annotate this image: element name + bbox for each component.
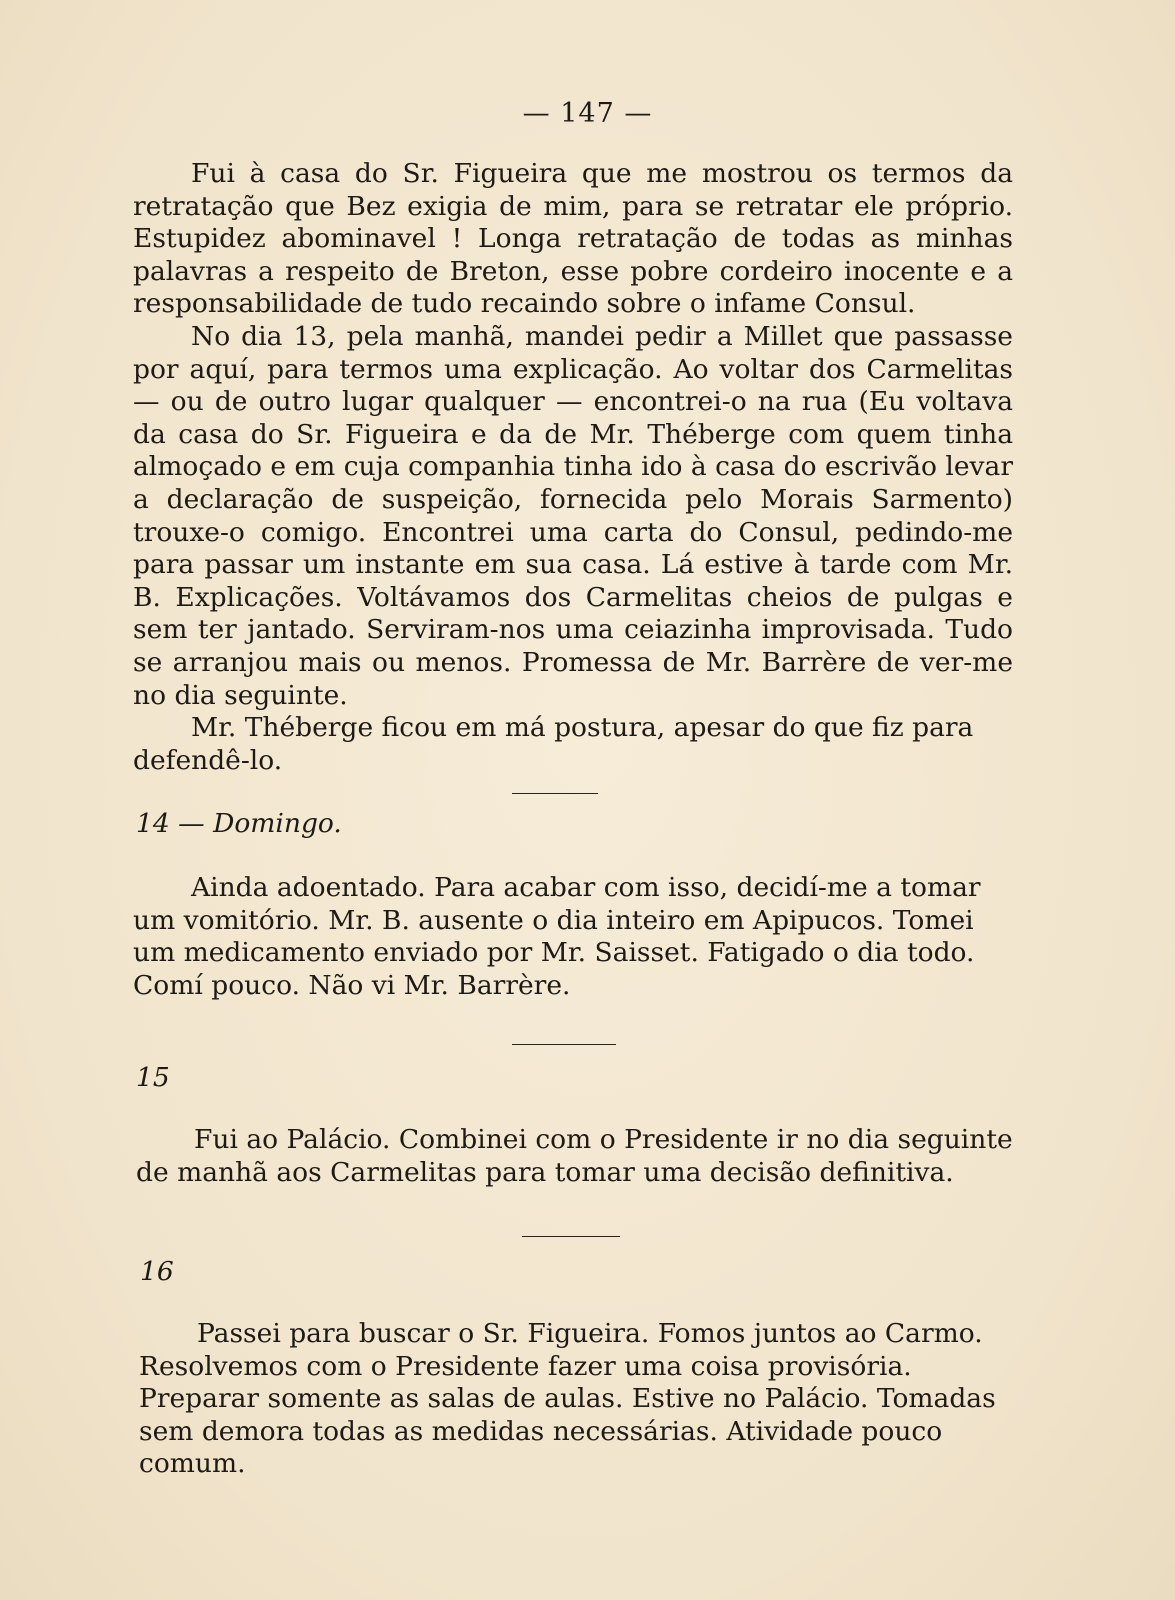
entry-16-heading: 16 <box>140 1256 174 1287</box>
entry-14-heading: 14 — Domingo. <box>136 808 342 839</box>
entry-15-paragraph-1: Fui ao Palácio. Combinei com o Presidente ir no dia seguinte de manhã aos Carmelitas para tomar uma decisão definitiva. <box>136 1124 1013 1188</box>
entry-13 <box>133 158 1013 777</box>
entry-13-paragraph-2: No dia 13, pela manhã, mandei pedir a Millet que passasse por aquí, para termos uma explicação. Ao voltar dos Carmelitas — ou de outro lugar qualquer — encontrei-o na rua (Eu voltava da casa do Sr. Figueira e da de Mr. Théberge com quem tinha almoçado e em cuja companhia tinha ido à casa do escrivão levar a declaração de suspeição, fornecida pelo Morais Sarmento) trouxe-o comigo. Encontrei uma carta do Consul, pedindo-me para passar um instante em sua casa. Lá estive à tarde com Mr. B. Explicações. Voltávamos dos Carmelitas cheios de pulgas e sem ter jantado. Serviram-nos uma ceiazinha improvisada. Tudo se arranjou mais ou menos. Promessa de Mr. Barrère de ver-me no dia seguinte. <box>133 320 1013 711</box>
section-divider <box>512 793 598 794</box>
entry-14 <box>133 872 1013 1002</box>
entry-14-paragraph-1: Ainda adoentado. Para acabar com isso, decidí-me a tomar um vomitório. Mr. B. ausente o dia inteiro em Apipucos. Tomei um medicamento enviado por Mr. Saisset. Fatigado o dia todo. Comí pouco. Não vi Mr. Barrère. <box>133 872 981 1001</box>
entry-13-paragraph-3: Mr. Théberge ficou em má postura, apesar do que fiz para defendê-lo. <box>133 712 974 776</box>
entry-15-heading: 15 <box>136 1062 170 1093</box>
section-divider <box>512 1044 616 1045</box>
entry-13-paragraph-1: Fui à casa do Sr. Figueira que me mostrou os termos da retratação que Bez exigia de mim, para se retratar ele próprio. Estupidez abominavel ! Longa retratação de todas as minhas palavras a respeito de Breton, esse pobre cordeiro inocente e a responsabilidade de tudo recaindo sobre o infame Consul. <box>133 158 1013 320</box>
page-number: — 147 — <box>522 98 653 129</box>
entry-16-paragraph-1: Passei para buscar o Sr. Figueira. Fomos juntos ao Carmo. Resolvemos com o Presidente fazer uma coisa provisória. Preparar somente as salas de aulas. Estive no Palácio. Tomadas sem demora todas as medidas necessárias. Atividade pouco comum. <box>139 1318 996 1480</box>
entry-15 <box>136 1124 1013 1189</box>
entry-16 <box>139 1318 1013 1481</box>
section-divider <box>522 1236 620 1237</box>
